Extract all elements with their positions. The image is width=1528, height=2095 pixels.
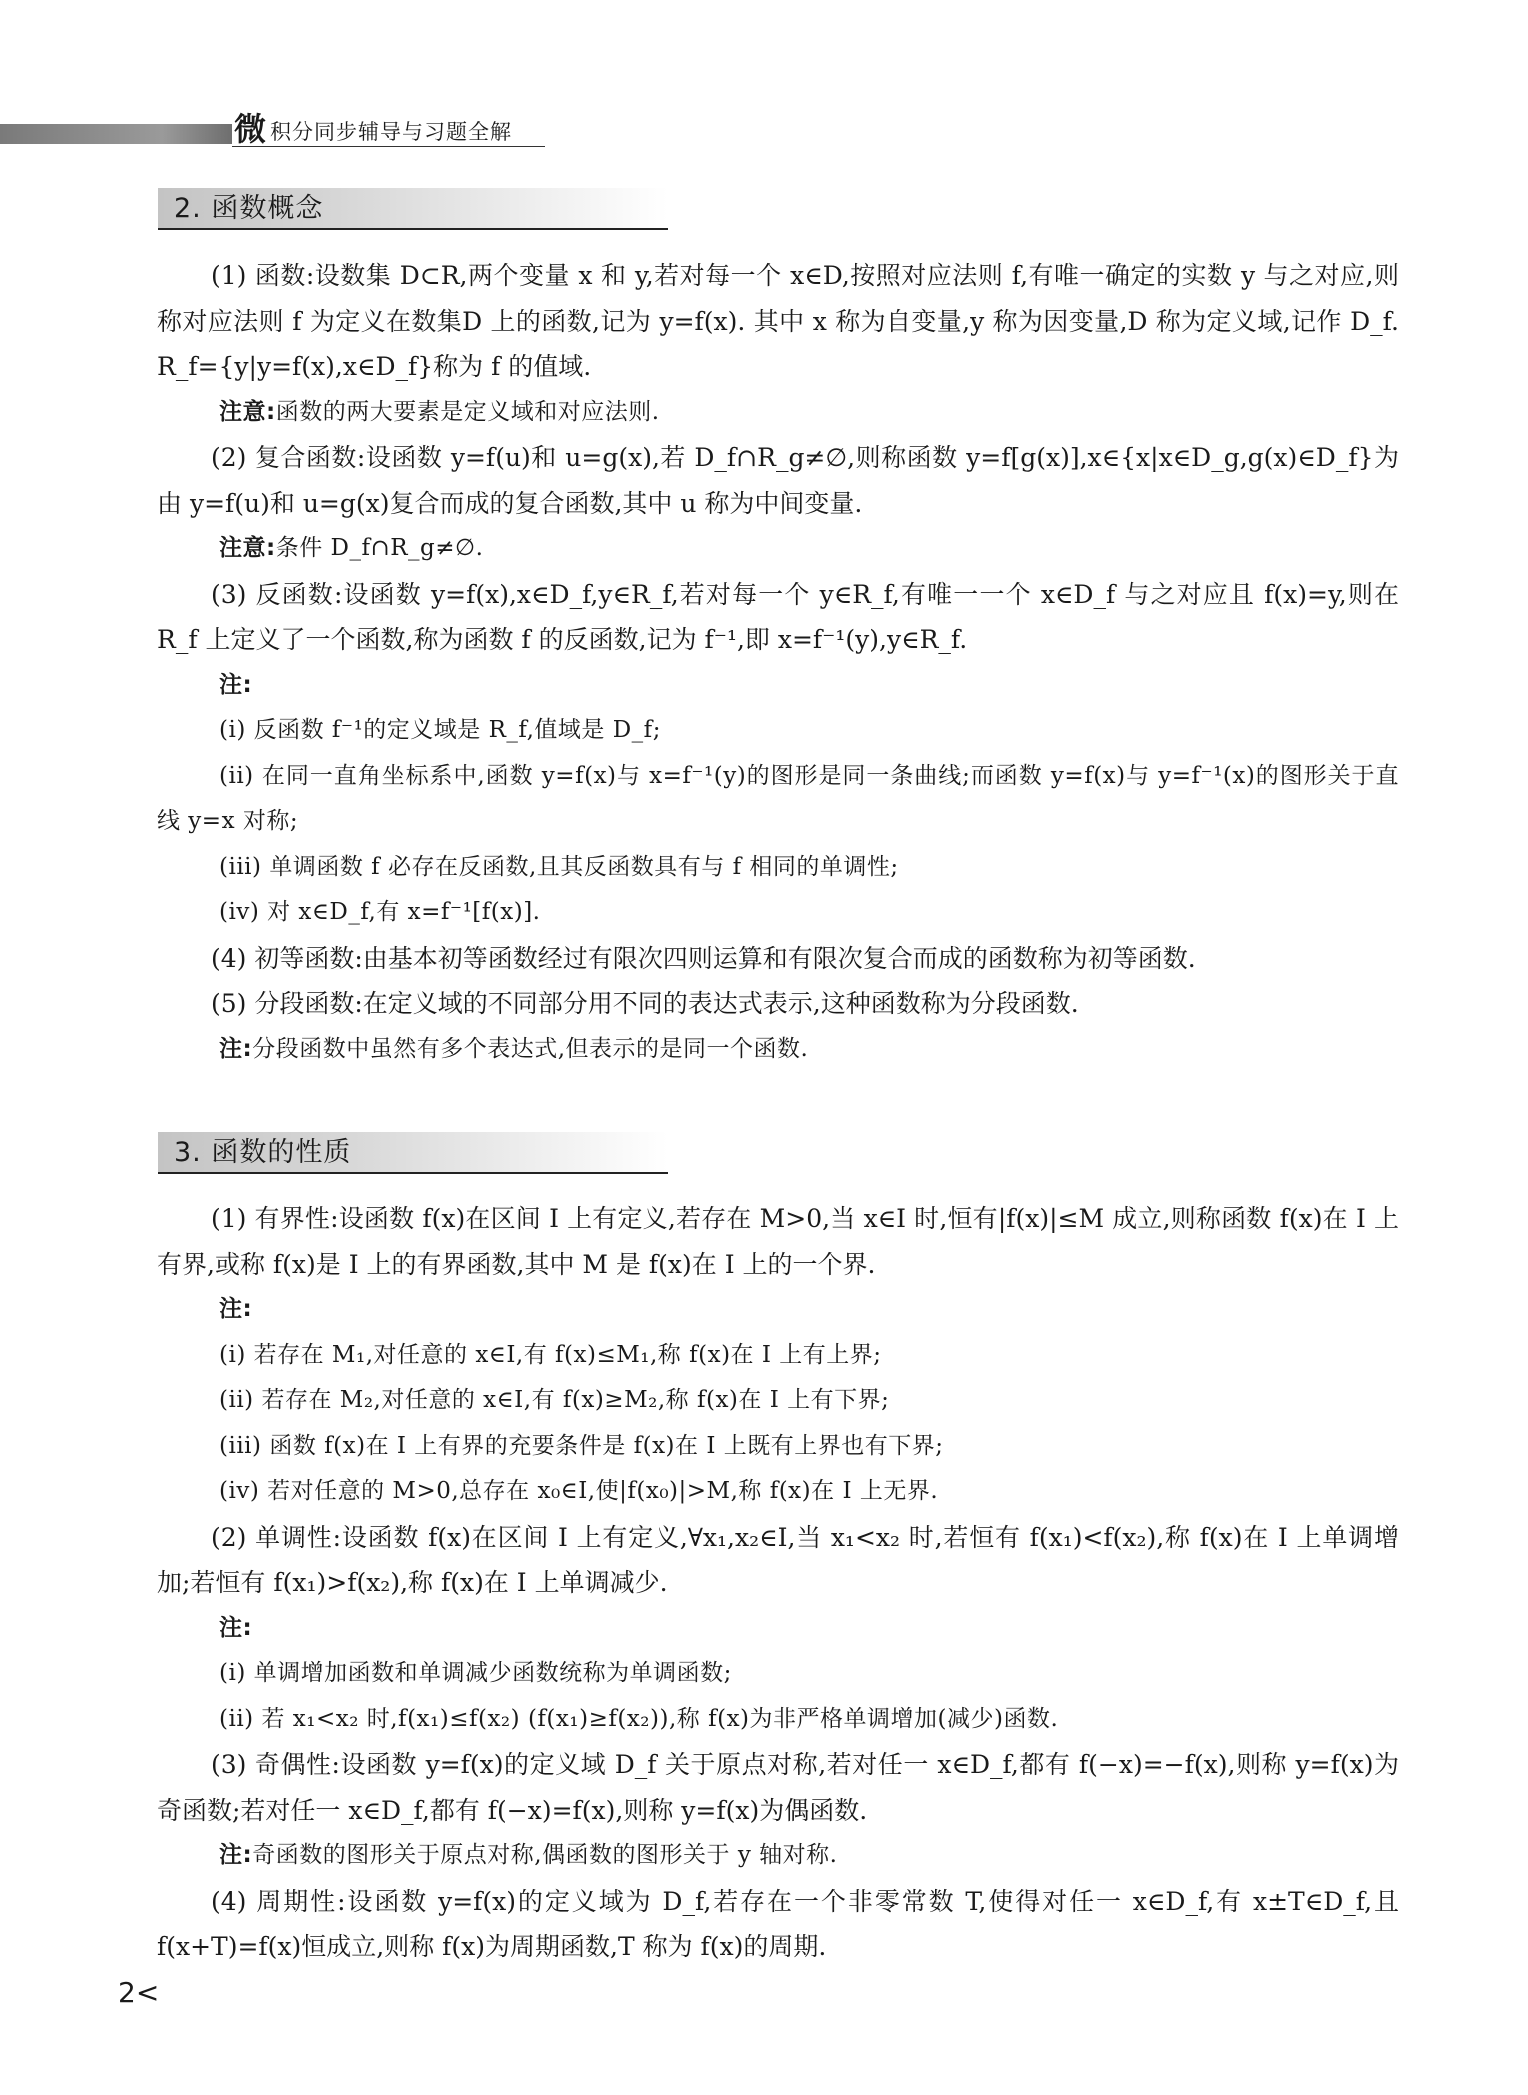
bounded-note-item: (i) 若存在 M₁,对任意的 x∈I,有 f(x)≤M₁,称 f(x)在 I 上有上界; (219, 1341, 882, 1368)
note-parity (157, 1833, 1399, 1879)
note-text: 奇函数的图形关于原点对称,偶函数的图形关于 y 轴对称. (252, 1842, 838, 1868)
periodicity-definition: (4) 周期性:设函数 y=f(x)的定义域为 D_f,若存在一个非零常数 T,使得对任一 x∈D_f,有 x±T∈D_f,且 f(x+T)=f(x)恒成立,则称 f(x)为周期函数,T 称为 f(x)的周期. (157, 1886, 1399, 1961)
section-2-body (157, 253, 1399, 1072)
note-function-elements (157, 390, 1399, 436)
inverse-function-definition: (3) 反函数:设函数 y=f(x),x∈D_f,y∈R_f,若对每一个 y∈R_f,有唯一一个 x∈D_f 与之对应且 f(x)=y,则在 R_f 上定义了一个函数,称为函数 f 的反函数,记为 f⁻¹,即 x=f⁻¹(y),y∈R_f. (157, 579, 1399, 654)
page-number: 2< (118, 1976, 160, 2009)
parity-definition: (3) 奇偶性:设函数 y=f(x)的定义域 D_f 关于原点对称,若对任一 x∈D_f,都有 f(−x)=−f(x),则称 y=f(x)为奇函数;若对任一 x∈D_f,都有 f(−x)=f(x),则称 y=f(x)为偶函数. (157, 1750, 1399, 1825)
section-2-heading (158, 188, 668, 232)
monotone-note-item: (ii) 若 x₁<x₂ 时,f(x₁)≤f(x₂) (f(x₁)≥f(x₂)),称 f(x)为非严格单调增加(减少)函数. (219, 1705, 1059, 1732)
note-text: 条件 D_f∩R_g≠∅. (275, 535, 484, 561)
bounded-note-item: (ii) 若存在 M₂,对任意的 x∈I,有 f(x)≥M₂,称 f(x)在 I 上有下界; (219, 1387, 890, 1413)
section-3-title: 3. 函数的性质 (174, 1137, 352, 1168)
note-label: 注意: (219, 535, 276, 561)
section-2-title: 2. 函数概念 (174, 193, 324, 224)
note-inverse-label (157, 663, 1399, 709)
piecewise-function-definition: (5) 分段函数:在定义域的不同部分用不同的表达式表示,这种函数称为分段函数. (211, 989, 1079, 1018)
note-text: 分段函数中虽然有多个表达式,但表示的是同一个函数. (252, 1035, 809, 1062)
header-bar-decoration (0, 124, 232, 144)
note-label: 注: (219, 671, 253, 698)
header-rule (232, 146, 545, 147)
note-label: 注: (219, 1035, 253, 1062)
function-definition: (1) 函数:设数集 D⊂R,两个变量 x 和 y,若对每一个 x∈D,按照对应法则 f,有唯一确定的实数 y 与之对应,则称对应法则 f 为定义在数集D 上的函数,记为 y=f(x). 其中 x 称为自变量,y 称为因变量,D 称为定义域,记作 D_f. R_f={y|y=f(x),x∈D_f}称为 f 的值域. (157, 261, 1399, 381)
note-label: 注: (219, 1614, 253, 1641)
note-monotone-label (157, 1606, 1399, 1652)
section-3-body (157, 1196, 1399, 1970)
composite-function-definition: (2) 复合函数:设函数 y=f(u)和 u=g(x),若 D_f∩R_g≠∅,则称函数 y=f[g(x)],x∈{x|x∈D_g,g(x)∈D_f}为由 y=f(u)和 u=g(x)复合而成的复合函数,其中 u 称为中间变量. (157, 443, 1399, 518)
header-book-title: 积分同步辅导与习题全解 (270, 120, 512, 144)
boundedness-definition: (1) 有界性:设函数 f(x)在区间 I 上有定义,若存在 M>0,当 x∈I 时,恒有|f(x)|≤M 成立,则称函数 f(x)在 I 上有界,或称 f(x)是 I 上的有界函数,其中 M 是 f(x)在 I 上的一个界. (157, 1204, 1399, 1279)
inverse-note-item: (iv) 对 x∈D_f,有 x=f⁻¹[f(x)]. (219, 899, 541, 925)
bounded-note-item: (iv) 若对任意的 M>0,总存在 x₀∈I,使|f(x₀)|>M,称 f(x)在 I 上无界. (219, 1478, 939, 1504)
inverse-note-item: (iii) 单调函数 f 必存在反函数,且其反函数具有与 f 相同的单调性; (219, 853, 899, 880)
note-text: 函数的两大要素是定义域和对应法则. (275, 398, 660, 425)
monotonicity-definition: (2) 单调性:设函数 f(x)在区间 I 上有定义,∀x₁,x₂∈I,当 x₁<x₂ 时,若恒有 f(x₁)<f(x₂),称 f(x)在 I 上单调增加;若恒有 f(x₁)>f(x₂),称 f(x)在 I 上单调减少. (157, 1522, 1399, 1597)
note-composite-condition (157, 526, 1399, 572)
running-header (0, 112, 545, 148)
header-glyph: 微 (234, 110, 267, 148)
inverse-note-item: (i) 反函数 f⁻¹的定义域是 R_f,值域是 D_f; (219, 717, 661, 743)
monotone-note-item: (i) 单调增加函数和单调减少函数统称为单调函数; (219, 1660, 732, 1686)
inverse-note-item: (ii) 在同一直角坐标系中,函数 y=f(x)与 x=f⁻¹(y)的图形是同一条曲线;而函数 y=f(x)与 y=f⁻¹(x)的图形关于直线 y=x 对称; (157, 762, 1399, 834)
elementary-function-definition: (4) 初等函数:由基本初等函数经过有限次四则运算和有限次复合而成的函数称为初等函数. (211, 943, 1196, 973)
note-piecewise (157, 1027, 1399, 1073)
section-3-heading (158, 1132, 668, 1176)
note-bounded-label (157, 1287, 1399, 1333)
bounded-note-item: (iii) 函数 f(x)在 I 上有界的充要条件是 f(x)在 I 上既有上界也有下界; (219, 1432, 944, 1459)
note-label: 注: (219, 1296, 253, 1322)
note-label: 注意: (219, 398, 276, 425)
note-label: 注: (219, 1842, 253, 1868)
